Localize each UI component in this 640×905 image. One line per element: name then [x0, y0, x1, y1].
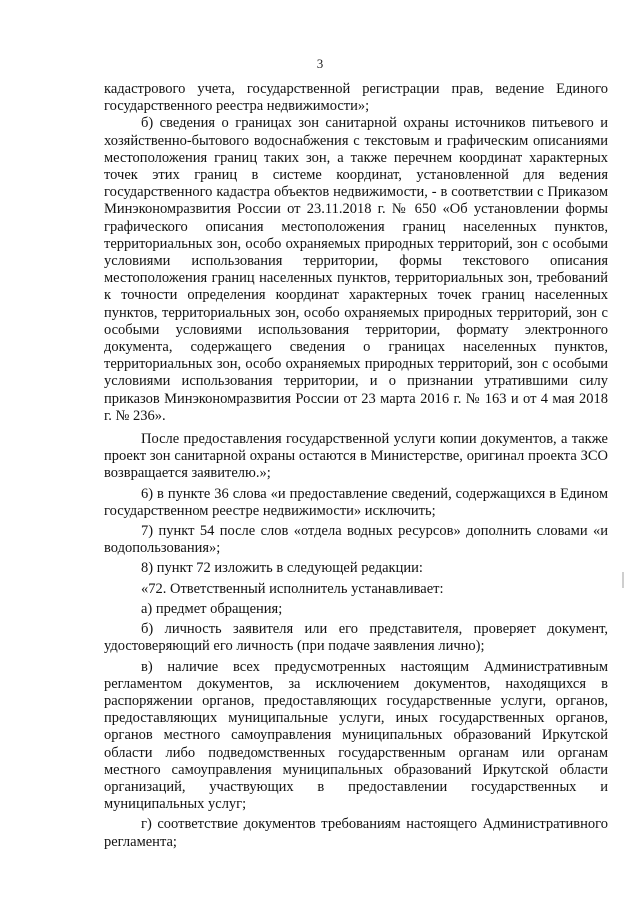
- paragraph-item-8: 8) пункт 72 изложить в следующей редакции:: [141, 560, 423, 577]
- paragraph-subitem-b: б) личность заявителя или его представителя, проверяет документ, удостоверяющий его личность (при подаче заявления лично);: [104, 621, 608, 655]
- page-number: 3: [316, 56, 324, 71]
- paragraph-continuation: кадастрового учета, государственной регистрации прав, ведение Единого государственного реестра недвижимости»;: [104, 81, 608, 115]
- scan-artifact-mark: [622, 572, 624, 588]
- paragraph-item-7: 7) пункт 54 после слов «отдела водных ресурсов» дополнить словами «и водопользования»;: [104, 523, 608, 557]
- paragraph-subitem-a: а) предмет обращения;: [141, 600, 283, 617]
- paragraph-subitem-g: г) соответствие документов требованиям настоящего Административного регламента;: [104, 816, 608, 850]
- paragraph-subitem-v: в) наличие всех предусмотренных настоящим Административным регламентом документов, за исключением документов, находящихся в распоряжении органов, предоставляющих государственные услуги, органов, предоставляющих муниципальные услуги, иных государственных органов, органов местного самоуправления муниципальных образований Иркутской области либо подведомственных государственным органам или органам местного самоуправления муниципальных образований Иркутской области организаций, участвующих в предоставлении государственных и муниципальных услуг;: [104, 658, 608, 813]
- paragraph-item-b: б) сведения о границах зон санитарной охраны источников питьевого и хозяйственно-бытового водоснабжения с текстовым и графическим описаниями местоположения границ таких зон, а также перечнем координат характерных точек этих границ в системе координат, установленной для ведения государственного кадастра объектов недвижимости, - в соответствии с Приказом Минэкономразвития России от 23.11.2018 г. № 650 «Об установлении формы графического описания местоположения границ населенных пунктов, территориальных зон, особо охраняемых природных территорий, зон с особыми условиями использования территории, формы текстового описания местоположения границ населенных пунктов, территориальных зон, требований к точности определения координат характерных точек границ населенных пунктов, территориальных зон, особо охраняемых природных территорий, зон с особыми условиями использования территории, формату электронного документа, содержащего сведения о границах населенных пунктов, территориальных зон, особо охраняемых природных территорий, зон с особыми условиями использования территории, и о признании утратившими силу приказов Минэкономразвития России от 23 марта 2016 г. № 163 и от 4 мая 2018 г. № 236».: [104, 115, 608, 424]
- document-body: [104, 81, 608, 851]
- paragraph-item-6: 6) в пункте 36 слова «и предоставление сведений, содержащихся в Едином государственном реестре недвижимости» исключить;: [104, 485, 608, 519]
- paragraph-clause-72: «72. Ответственный исполнитель устанавливает:: [141, 580, 444, 597]
- paragraph-after-service: После предоставления государственной услуги копии документов, а также проект зон санитарной охраны остаются в Министерстве, оригинал проекта ЗСО возвращается заявителю.»;: [104, 431, 608, 482]
